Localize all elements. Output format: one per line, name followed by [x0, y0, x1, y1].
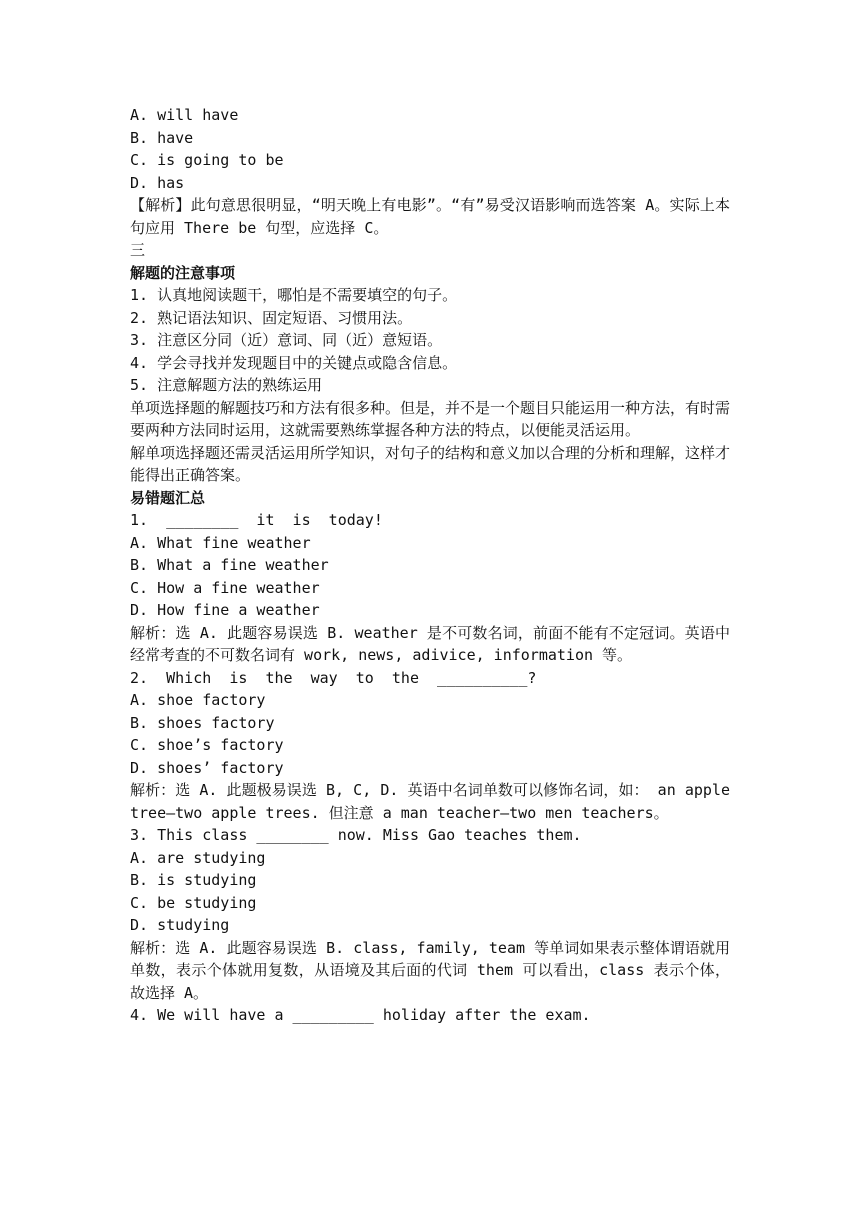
question-stem: 1. ________ it is today!: [130, 511, 383, 529]
section-number: 三: [130, 241, 146, 259]
tip-item: 4. 学会寻找并发现题目中的关键点或隐含信息。: [130, 353, 458, 372]
body-paragraph: 解单项选择题还需灵活运用所学知识，对句子的结构和意义加以合理的分析和理解，这样才能得出正确答案。: [130, 443, 731, 484]
option-a: A. will have: [130, 106, 239, 124]
errors-heading: 易错题汇总: [130, 488, 206, 507]
option-c: C. How a fine weather: [130, 578, 320, 597]
option-b: B. is studying: [130, 871, 257, 889]
option-a: A. What fine weather: [130, 533, 311, 552]
option-b: B. have: [130, 128, 194, 147]
option-c: C. be studying: [130, 893, 257, 912]
analysis-paragraph: 解析：选 A. 此题容易误选 B. weather 是不可数名词，前面不能有不定冠词。英语中经常考查的不可数名词有 work, news, adivice, information 等。: [130, 623, 730, 664]
tip-item: 2. 熟记语法知识、固定短语、习惯用法。: [130, 308, 413, 327]
tip-item: 1. 认真地阅读题干，哪怕是不需要填空的句子。: [130, 286, 458, 304]
option-a: A. shoe factory: [130, 691, 266, 709]
analysis-paragraph: 解析：选 A. 此题容易误选 B. class, family, team 等单词如果表示整体谓语就用单数，表示个体就用复数，从语境及其后面的代词 them 可以看出，class 表示个体，故选择 A。: [130, 938, 730, 1002]
question-stem: 2. Which is the way to the __________?: [130, 668, 537, 687]
option-b: B. shoes factory: [130, 713, 275, 732]
option-d: D. shoes’ factory: [130, 758, 284, 777]
analysis-paragraph: 【解析】此句意思很明显，“明天晚上有电影”。“有”易受汉语影响而选答案 A。实际上本句应用 There be 句型，应选择 C。: [130, 196, 730, 237]
option-b: B. What a fine weather: [130, 556, 329, 574]
option-a: A. are studying: [130, 848, 266, 867]
tip-item: 3. 注意区分同（近）意词、同（近）意短语。: [130, 331, 443, 349]
document-page: [130, 104, 730, 1027]
option-d: D. How fine a weather: [130, 601, 320, 619]
option-c: C. shoe’s factory: [130, 736, 284, 754]
tip-item: 5. 注意解题方法的熟练运用: [130, 376, 323, 394]
question-stem: 3. This class ________ now. Miss Gao teaches them.: [130, 826, 582, 844]
option-d: D. studying: [130, 916, 230, 934]
option-c: C. is going to be: [130, 151, 284, 169]
analysis-paragraph: 解析：选 A. 此题极易误选 B, C, D. 英语中名词单数可以修饰名词，如： an apple tree—two apple trees. 但注意 a man teacher—two men teachers。: [130, 781, 730, 822]
question-stem: 4. We will have a _________ holiday after the exam.: [130, 1006, 591, 1024]
body-paragraph: 单项选择题的解题技巧和方法有很多种。但是，并不是一个题目只能运用一种方法，有时需要两种方法同时运用，这就需要熟练掌握各种方法的特点，以便能灵活运用。: [130, 398, 731, 439]
option-d: D. has: [130, 173, 185, 192]
section-heading: 解题的注意事项: [130, 263, 236, 282]
